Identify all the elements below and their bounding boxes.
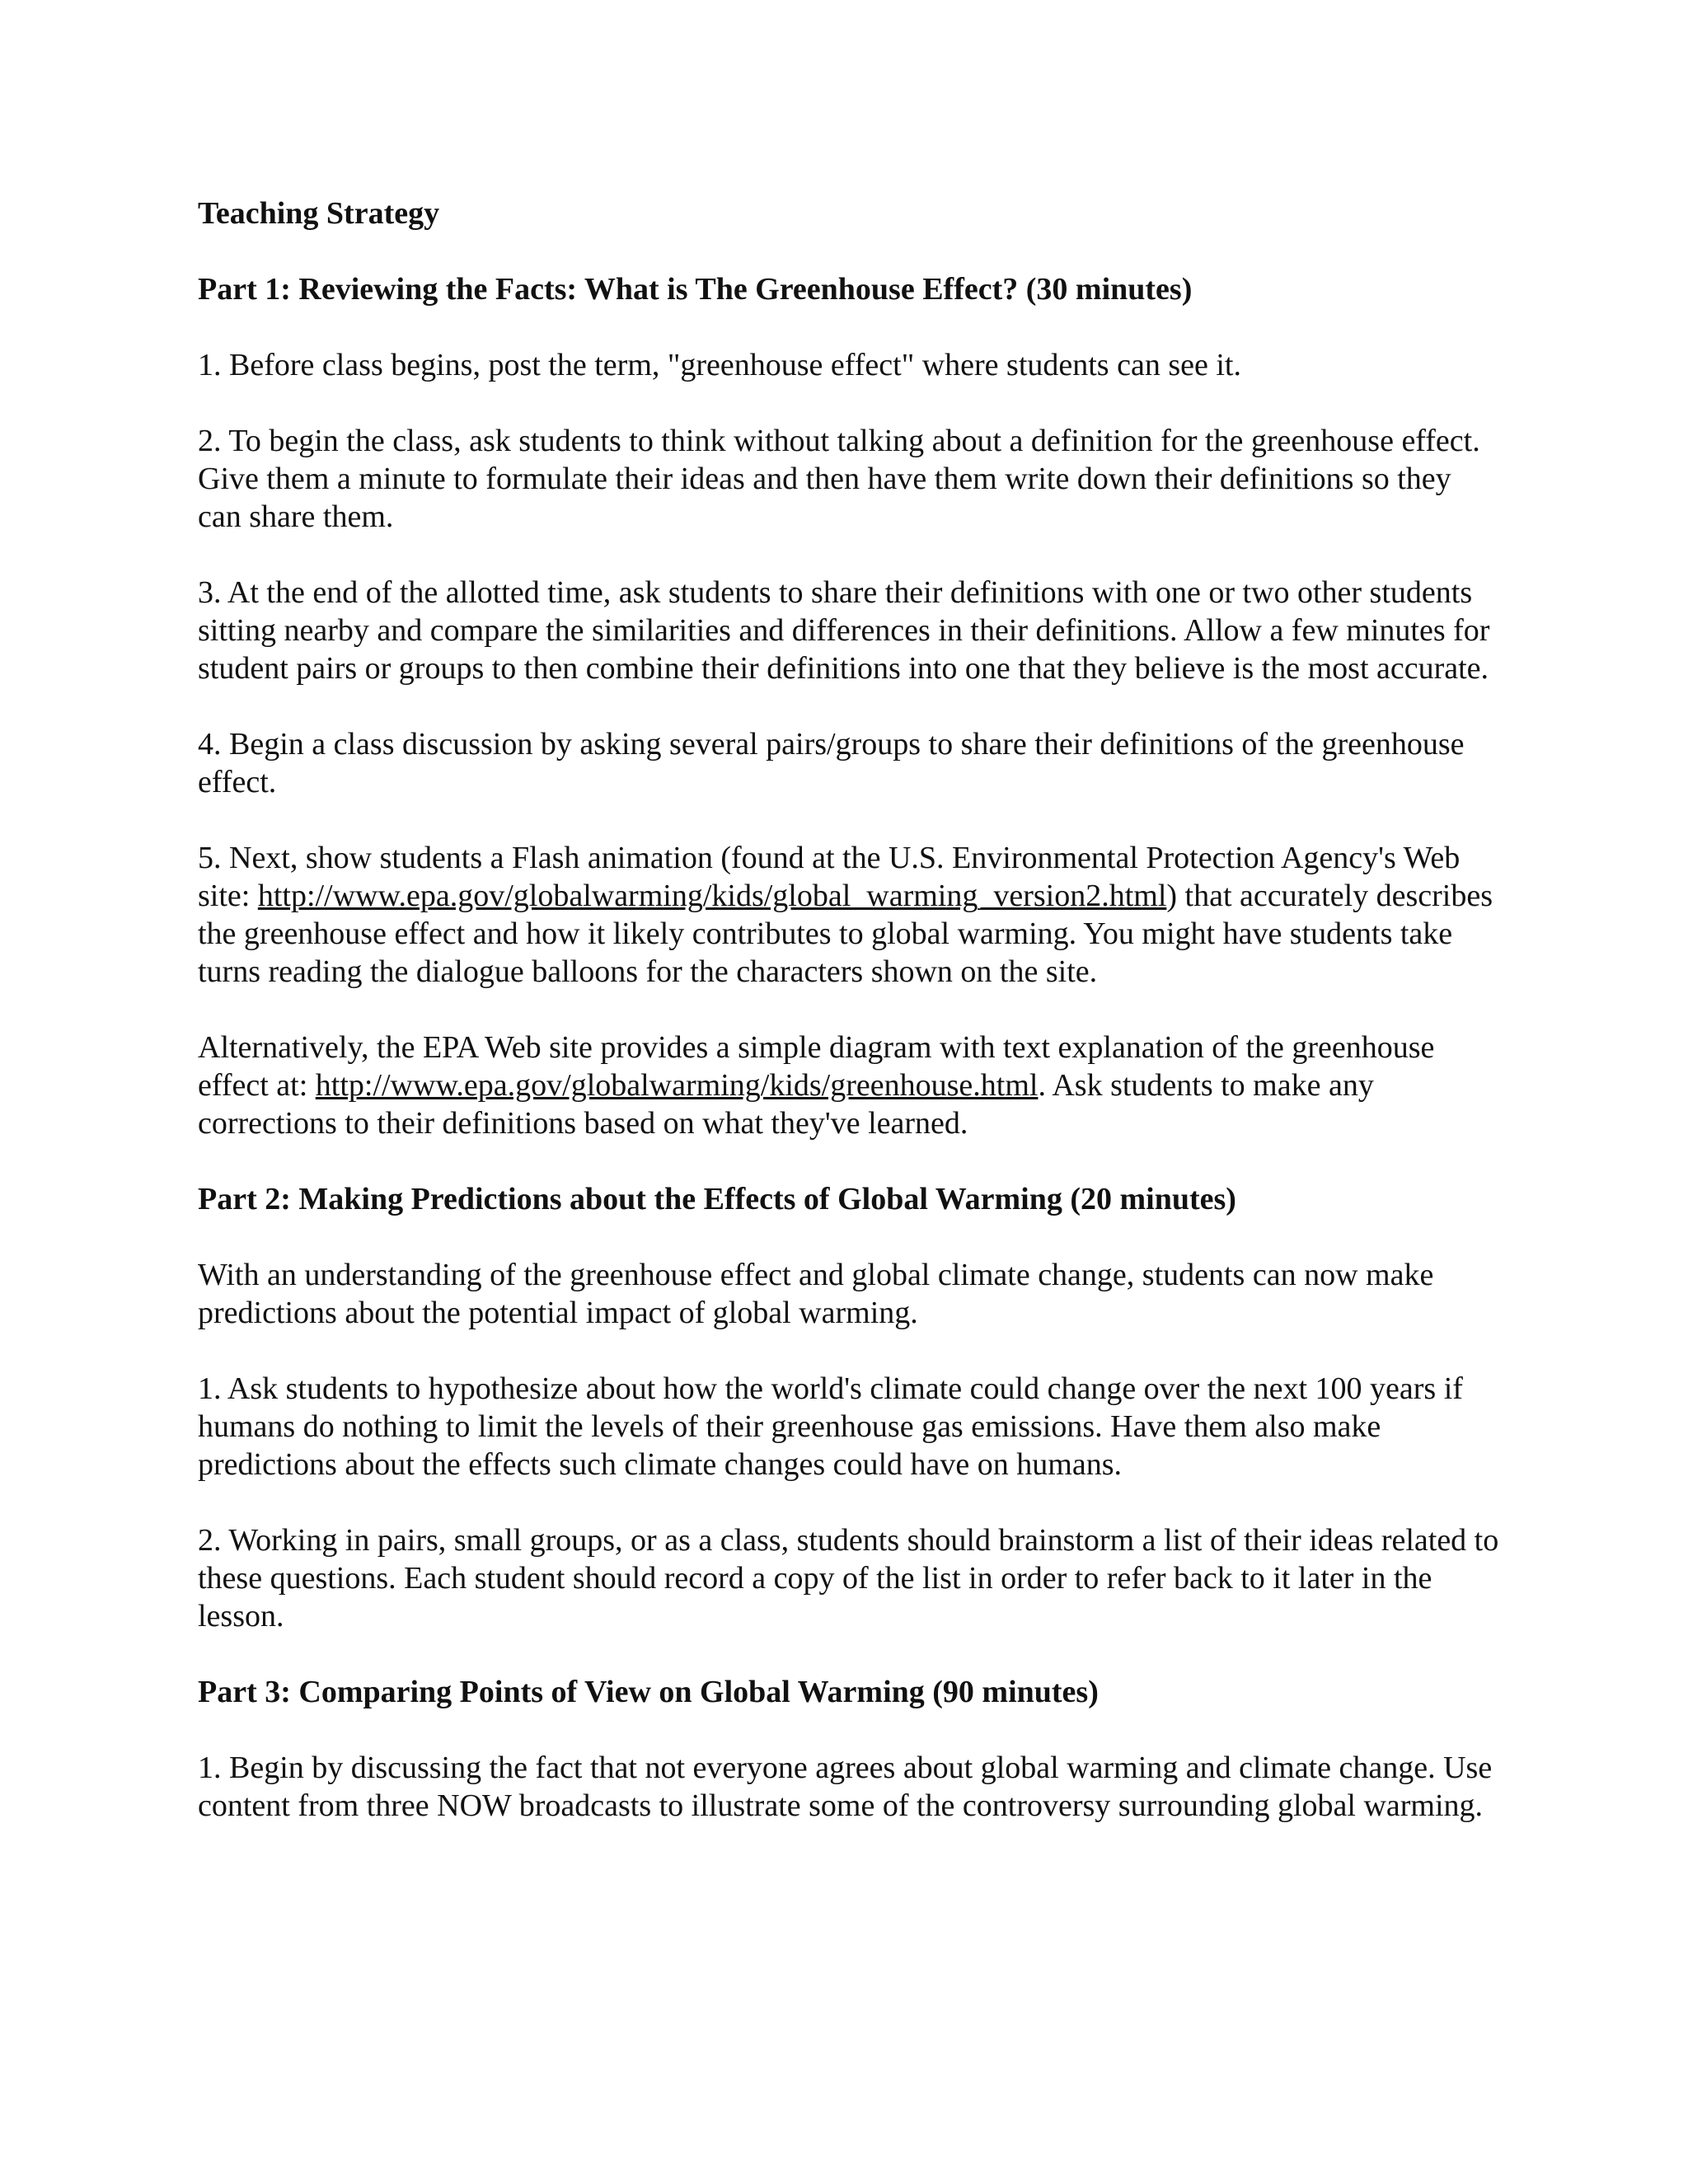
part1-alternative-text-after: . Ask students to make any corrections to their definitions based on what they've learned.	[198, 1068, 1374, 1141]
epa-animation-link[interactable]: http://www.epa.gov/globalwarming/kids/global_warming_version2.html	[257, 879, 1167, 913]
part1-alternative-text-before: Alternatively, the EPA Web site provides a simple diagram with text explanation of the greenhouse effect at:	[198, 1030, 1435, 1103]
part1-step5-text-after: ) that accurately describes the greenhouse effect and how it likely contributes to global warming. You might have students take turns reading the dialogue balloons for the characters shown on the site.	[198, 879, 1493, 989]
part3-step1: 1. Begin by discussing the fact that not everyone agrees about global warming and climate change. Use content from three NOW broadcasts to illustrate some of the controversy surrounding global warming.	[198, 1750, 1493, 1823]
part1-step1: 1. Before class begins, post the term, "greenhouse effect" where students can see it.	[198, 348, 1241, 382]
epa-greenhouse-link[interactable]: http://www.epa.gov/globalwarming/kids/greenhouse.html	[315, 1068, 1039, 1103]
part2-step1: 1. Ask students to hypothesize about how the world's climate could change over the next 100 years if humans do nothing to limit the levels of their greenhouse gas emissions. Have them also make predictions about the effects such climate changes could have on humans.	[198, 1371, 1463, 1482]
part2-heading: Part 2: Making Predictions about the Effects of Global Warming (20 minutes)	[198, 1182, 1236, 1216]
part1-step5-text-before: 5. Next, show students a Flash animation (found at the U.S. Environmental Protection Agency's Web site:	[198, 841, 1461, 913]
part1-step5	[198, 839, 1500, 991]
part2-step2: 2. Working in pairs, small groups, or as a class, students should brainstorm a list of their ideas related to these questions. Each student should record a copy of the list in order to refer back to it later in the lesson.	[198, 1523, 1499, 1633]
part2-intro: With an understanding of the greenhouse effect and global climate change, students can now make predictions about the potential impact of global warming.	[198, 1258, 1434, 1330]
part1-alternative	[198, 1029, 1500, 1142]
part1-step4: 4. Begin a class discussion by asking several pairs/groups to share their definitions of the greenhouse effect.	[198, 727, 1465, 799]
document-title: Teaching Strategy	[198, 196, 440, 231]
document-page	[198, 194, 1500, 1863]
part1-step2: 2. To begin the class, ask students to think without talking about a definition for the greenhouse effect. Give them a minute to formulate their ideas and then have them write down their definitions so they can share them.	[198, 424, 1480, 534]
part1-step3: 3. At the end of the allotted time, ask students to share their definitions with one or two other students sitting nearby and compare the similarities and differences in their definitions. Allow a few minutes for student pairs or groups to then combine their definitions into one that they believe is the most accurate.	[198, 575, 1490, 686]
part3-heading: Part 3: Comparing Points of View on Global Warming (90 minutes)	[198, 1675, 1099, 1709]
part1-heading: Part 1: Reviewing the Facts: What is The Greenhouse Effect? (30 minutes)	[198, 272, 1193, 307]
